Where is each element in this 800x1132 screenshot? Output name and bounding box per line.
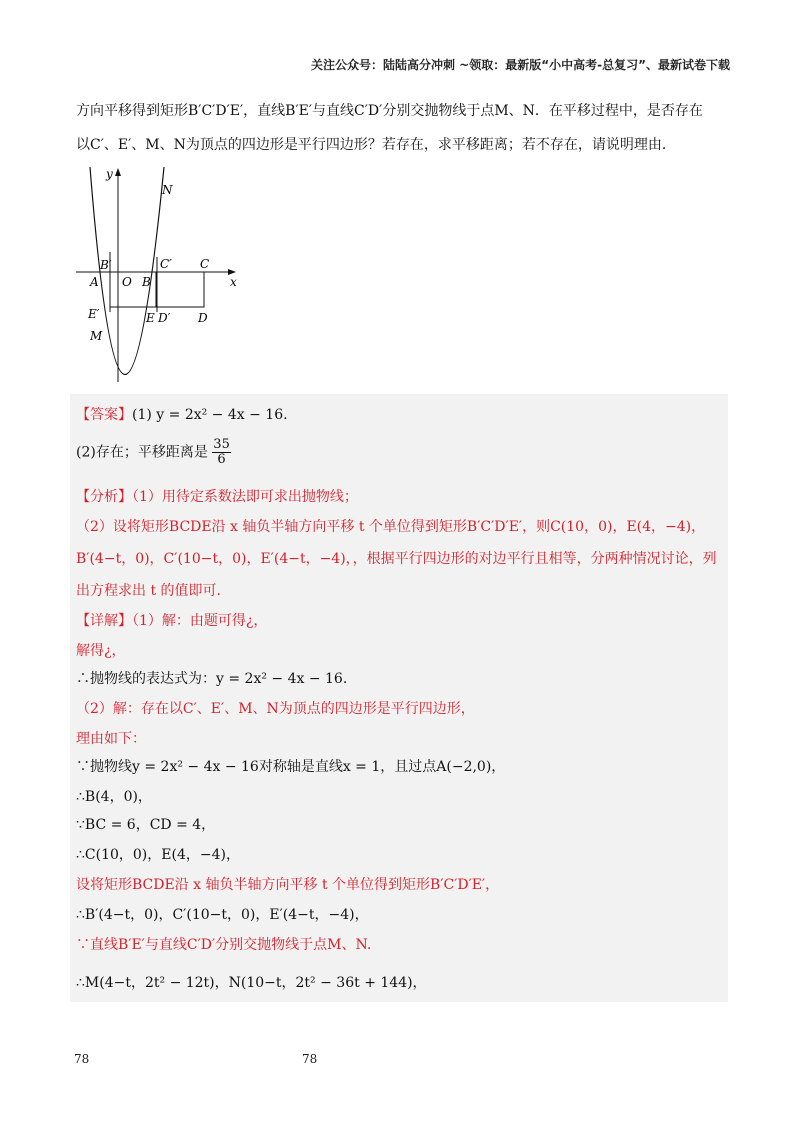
question-line-1: 方向平移得到矩形B′C′D′E′，直线B′E′与直线C′D′分别交抛物线于点M、N．在平移过程中，是否存在 (76, 103, 703, 119)
analysis-line-4: 出方程求出 t 的值即可． (76, 583, 231, 599)
label-e-prime: E′ (88, 307, 100, 321)
detail-line-3: ∴抛物线的表达式为：y = 2x² − 4x − 16. (76, 671, 348, 687)
label-m: M (90, 329, 103, 343)
answer-fraction (212, 438, 231, 467)
detail-line-11: ∴B′(4−t，0)，C′(10−t，0)，E′(4−t，−4)， (76, 907, 369, 923)
label-o: O (122, 275, 132, 289)
detail-text-1: （1）解：由题可得¿， (132, 613, 268, 629)
detail-line-4: （2）解：存在以C′、E′、M、N为顶点的四边形是平行四边形， (76, 701, 475, 717)
answer-tag: 【答案】 (76, 407, 132, 423)
analysis-line-3: B′(4−t，0)，C′(10−t，0)，E′(4−t，−4)，，根据平行四边形的对边平行且相等，分两种情况讨论，列 (76, 551, 717, 567)
label-a: A (90, 275, 99, 289)
detail-line-12: ∵直线B′E′与直线C′D′分别交抛物线于点M、N. (76, 937, 372, 953)
label-x: x (230, 275, 237, 289)
fraction-denominator: 6 (217, 452, 226, 467)
answer-line-1 (76, 404, 288, 424)
label-e: E (146, 311, 155, 325)
label-n: N (162, 183, 173, 197)
label-d-prime: D′ (158, 311, 171, 325)
rectangle-bcde (156, 272, 204, 307)
label-b-prime: B′ (100, 258, 112, 272)
question-line-2: 以C′、E′、M、N为顶点的四边形是平行四边形？若存在，求平移距离；若不存在，请说明理由． (76, 137, 676, 153)
label-y: y (106, 167, 113, 181)
answer-section (70, 394, 728, 1002)
detail-line-10: 设将矩形BCDE沿 x 轴负半轴方向平移 t 个单位得到矩形B′C′D′E′， (76, 877, 500, 893)
y-axis-arrow (115, 168, 121, 176)
detail-line-6: ∵抛物线y = 2x² − 4x − 16对称轴是直线x = 1，且过点A(−2,0)， (76, 759, 506, 775)
fraction-numerator: 35 (213, 437, 230, 452)
page-header: 关注公众号：陆陆高分冲刺 ~领取：最新版“小中高考-总复习”、最新试卷下载 (311, 58, 730, 72)
label-c-prime: C′ (160, 257, 172, 271)
detail-line-1 (76, 610, 267, 630)
detail-line-13: ∴M(4−t，2t² − 12t)，N(10−t，2t² − 36t + 144)， (76, 975, 427, 991)
answer-part-2: (2)存在；平移距离是 (76, 444, 208, 461)
detail-line-7: ∴B(4，0)， (76, 789, 152, 805)
detail-tag: 【详解】 (76, 613, 132, 629)
analysis-text-1: （1）用待定系数法即可求出抛物线； (132, 489, 358, 505)
page-number-center: 78 (302, 1052, 318, 1066)
parabola-figure (76, 162, 246, 387)
answer-line-2 (76, 438, 231, 467)
detail-line-8: ∵BC = 6，CD = 4， (76, 817, 216, 833)
label-c: C (200, 257, 210, 271)
label-b: B (142, 275, 151, 289)
analysis-line-1 (76, 486, 358, 506)
analysis-tag: 【分析】 (76, 489, 132, 505)
page-number-left: 78 (74, 1052, 90, 1066)
label-d: D (198, 311, 208, 325)
detail-line-9: ∴C(10，0)，E(4，−4)， (76, 847, 240, 863)
detail-line-5: 理由如下： (76, 731, 146, 747)
answer-part-1: (1) y = 2x² − 4x − 16. (132, 407, 288, 423)
analysis-line-2: （2）设将矩形BCDE沿 x 轴负半轴方向平移 t 个单位得到矩形B′C′D′E′，则C(10，0)，E(4，−4)， (76, 519, 706, 535)
detail-line-2: 解得¿， (76, 643, 126, 659)
